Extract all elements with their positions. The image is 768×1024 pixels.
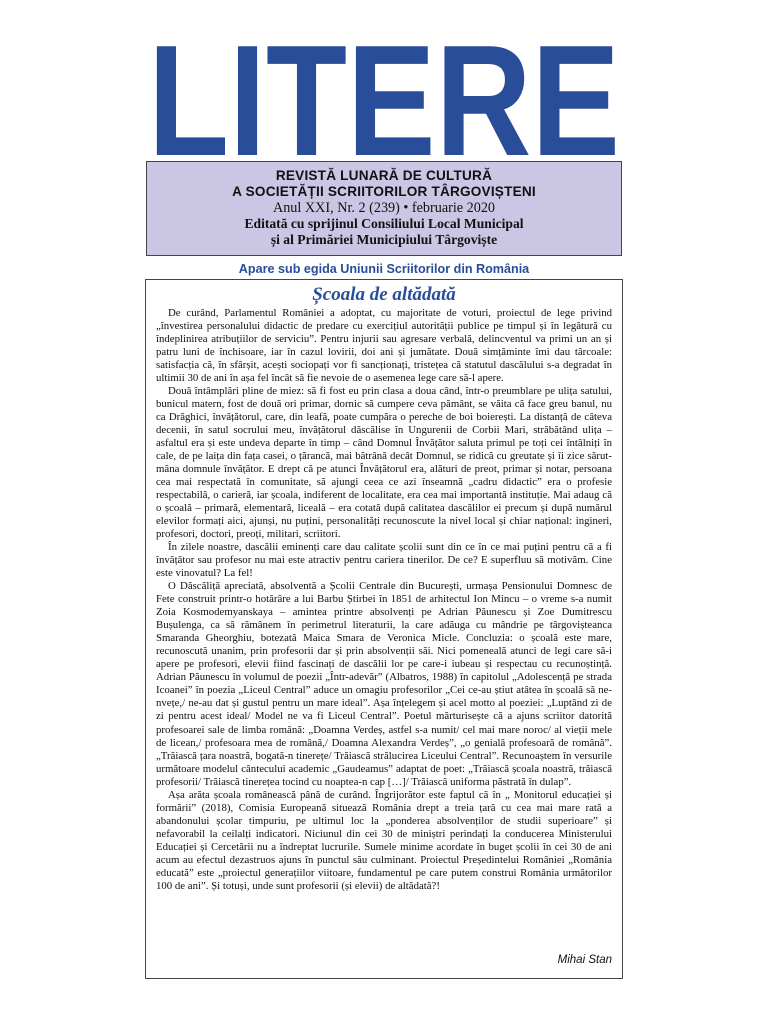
masthead-title: LITERE	[148, 38, 620, 158]
sponsor-line-2: și al Primăriei Municipiului Târgoviște	[270, 232, 498, 247]
article-paragraph: De curând, Parlamentul României a adoptat, cu majoritate de voturi, proiectul de lege privind „învestirea personalului didactic de predare cu exercițiul autorității publice pe timpul și în legătură cu îndeplinirea atribuțiilor de serviciu”. Pentru injurii sau agresare verbală, delincventul va primi un an și patru luni de închisoare, iar în cazul lovirii, doi ani și jumătate. Două simțăminte îmi dau târcoale: satisfacția că, în sfârșit, acești sociopați vor fi sancționați, tristețea că statutul dascălului s-a degradat în ultimii 30 de ani în așa fel încât să fie nevoie de o asemenea lege care să-l apere.	[156, 307, 612, 385]
issue-number: Anul XXI, Nr. 2 (239) • februarie 2020	[272, 200, 496, 216]
article-paragraph: În zilele noastre, dascălii eminenți care dau calitate școlii sunt din ce în ce mai puțini pentru că a fi învățător sau profesor nu mai este atractiv pentru cariera tinerilor. De ce? E superfluu să motivăm. Cine este vinovatul? La fel!	[156, 541, 612, 580]
masthead-logo	[148, 38, 620, 158]
article-title: Școala de altădată	[312, 284, 456, 305]
article-author: Mihai Stan	[557, 954, 612, 966]
magazine-subtitle: REVISTĂ LUNARĂ DE CULTURĂ	[275, 168, 493, 183]
article-paragraph: Două întâmplări pline de miez: să fi fost eu prin clasa a doua când, într-o preumblare pe ulița satului, bunicul matern, fost de două ori primar, dornic să cumpere ceva pământ, se văita că face greu banul, nu ca Drăghici, învățătorul, care, din leafă, poate cumpăra o pereche de boi boierești. La distanță de câteva decenii, în satul socrului meu, învățătorul dăscălise în Ungurenii de Corbii Mari, străbătând ulița – asfaltul era și este undeva departe în timp – când Domnul Învățător saluta primul pe toți cei întâlniți în cale, de pe laița din fața casei, o țărancă, mai bătrână decât Domnul, se ridică cu greutate și îi zice sărut-mâna domnule învățător. E drept că pe atunci Învățătorul era, alături de preot, primar și notar, persoana cea mai respectată în comunitate, să ajungi ceea ce azi înseamnă „cadru didactic” era o profesie respectabilă, o carieră, iar școala, indiferent de localitate, era cea mai importantă instituție. Mai adaug că o școală – primară, elementară, liceală – era cotată după calitatea dascălilor ei precum și după numărul elevilor formați aici, ajunși, nu puțini, personalități recunoscute la nivel local și chiar național: ingineri, profesori, doctori, preoți, militari, scriitori.	[156, 385, 612, 541]
article-paragraph: O Dăscăliță apreciată, absolventă a Școlii Centrale din București, urmașa Pensionului Domnesc de Fete construit printr-o hotărâre a lui Barbu Știrbei în 1851 de arhitectul Ion Mincu – o vreme s-a numit Zoia Kosmodemyanskaya – amintea printre absolvenți pe Adrian Păunescu și Zoe Dumitrescu Bușulenga, ca să rămânem în perimetrul literaturii, la care adăuga cu mândrie pe târgovișteanca Smaranda Gheorghiu, botezată Maica Smara de Veronica Micle. Concluzia: o școală este mare, recunoscută unanim, prin profesorii dar și prin absolvenții săi. Nici pomeneală atunci de legi care să-i apere pe profesori, elevii fiind fascinați de dascălii lor pe care-i iubeau și respectau cu recunoștință. Adrian Păunescu în volumul de poezii „Într-adevăr” (Albatros, 1988) în capitolul „Adolescență pe strada Icoanei” în poezia „Liceul Central” aduce un omagiu profesorilor „Cei ce-au știut atâtea în școală să ne-nvețe,/ ne-au dat și gustul pentru un mare ideal”. Așa înțelegem și acel motto al poeziei: „Luptând zi de zi pentru acest ideal/ Model ne va fi Liceul Central”. Poetul mărturisește că a ajuns scriitor datorită profesoarei sale de limba română: „Doamna Verdeș, astfel s-a numit/ cel mai mare noroc/ al vieții mele de licean,/ profesoara mea de română,/ Doamna Alexandra Verdeș”, „o genială profesoară de română”. „Trăiască țara noastră, bogată-n tinerețe/ Trăiască strălucirea Liceului Central”. Recunoaștem în versurile următoare modelul cântecului academic „Gaudeamus” adaptat de poet: „Trăiască școala noastră, trăiască profesorii/ Trăiască tinerețea tocind cu noaptea-n cap […]/ Trăiască uniforma păstrată în dulap”.	[156, 580, 612, 788]
sponsor-line-1: Editată cu sprijinul Consiliului Local Municipal	[244, 216, 524, 231]
magazine-society: A SOCIETĂȚII SCRIITORILOR TÂRGOVIȘTENI	[232, 184, 536, 199]
patronage-line: Apare sub egida Uniunii Scriitorilor din România	[238, 262, 530, 276]
article-box	[145, 279, 623, 979]
magazine-info-box	[146, 161, 622, 256]
article-body	[156, 307, 612, 893]
article-paragraph: Așa arăta școala românească până de curând. Îngrijorător este faptul că în „ Monitorul educației și formării” (2018), Comisia Europeană situează România drept a treia țară cu cea mai mare rată a abandonului școlar timpuriu, pe ultimul loc la „ponderea absolvenților de studii superioare” și nefavorabil la ceilalți indicatori. Niciunul din cei 30 de miniștri perindați la conducerea Ministerului Educației și Cercetării nu a îndreptat lucrurile. Sumele minime acordate în buget școlii în cei 30 de ani acum au efectul dezastruos ajuns în punctul său culminant. Proiectul Președintelui României „România educată” este „proiectul generațiilor viitoare, fundamentul pe care putem construi România următorilor 100 de ani”. Și totuși, unde sunt profesorii (și elevii) de altădată?!	[156, 788, 612, 892]
